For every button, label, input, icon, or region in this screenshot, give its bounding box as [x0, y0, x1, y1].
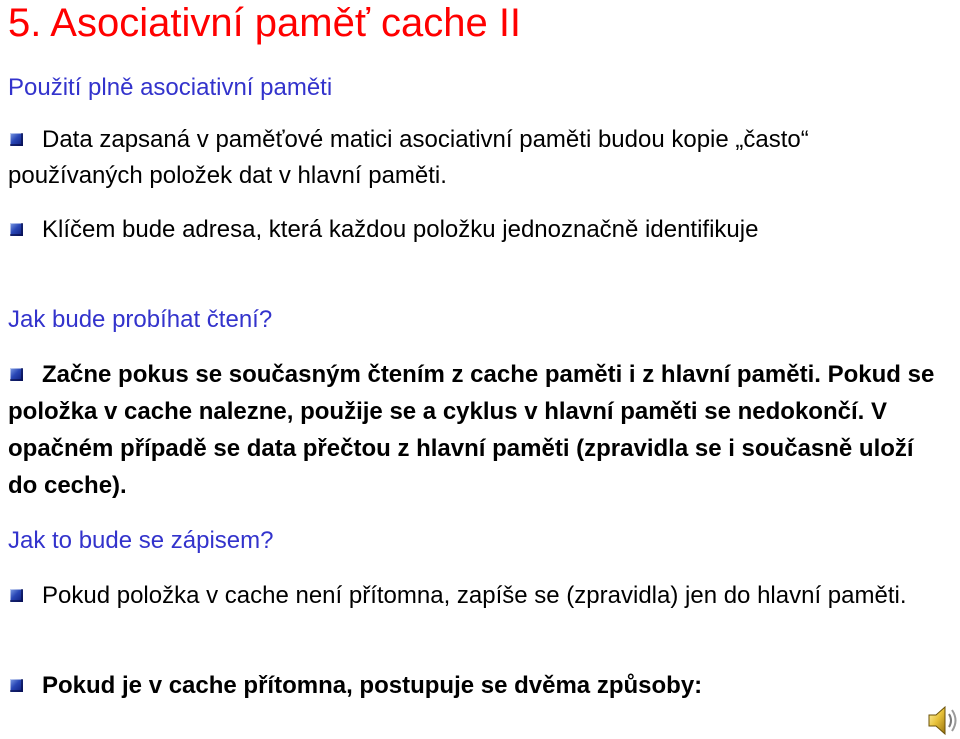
bullet-item-write-absent: [8, 578, 948, 614]
bullet-item-key-address: [8, 212, 948, 248]
bullet-item-data-copies: [8, 122, 948, 194]
section-heading-read: Jak bude probíhat čtení?: [8, 306, 273, 333]
square-bullet-icon: [10, 223, 23, 236]
square-bullet-icon: [10, 679, 23, 692]
bullet-text: Klíčem bude adresa, která každou položku jednoznačně identifikuje: [42, 216, 759, 243]
square-bullet-icon: [10, 368, 23, 381]
bullet-item-write-present: [8, 667, 948, 704]
speaker-icon[interactable]: [926, 702, 960, 739]
bullet-text: Pokud položka v cache není přítomna, zapíše se (zpravidla) jen do hlavní paměti.: [42, 582, 907, 609]
square-bullet-icon: [10, 589, 23, 602]
bullet-item-read-process: [8, 356, 948, 504]
bullet-text: Data zapsaná v paměťové matici asociativní paměti budou kopie „často“ používaných položek dat v hlavní paměti.: [8, 126, 809, 189]
square-bullet-icon: [10, 133, 23, 146]
section-heading-usage: Použití plně asociativní paměti: [8, 74, 333, 101]
bullet-text: Začne pokus se současným čtením z cache paměti i z hlavní paměti. Pokud se položka v cache nalezne, použije se a cyklus v hlavní paměti se nedokončí. V opačném případě se data přečtou z hlavní paměti (zpravidla se i současně uloží do ceche).: [8, 361, 935, 499]
slide-title: 5. Asociativní paměť cache II: [8, 1, 522, 45]
bullet-text: Pokud je v cache přítomna, postupuje se dvěma způsoby:: [42, 672, 703, 699]
section-heading-write: Jak to bude se zápisem?: [8, 527, 274, 554]
